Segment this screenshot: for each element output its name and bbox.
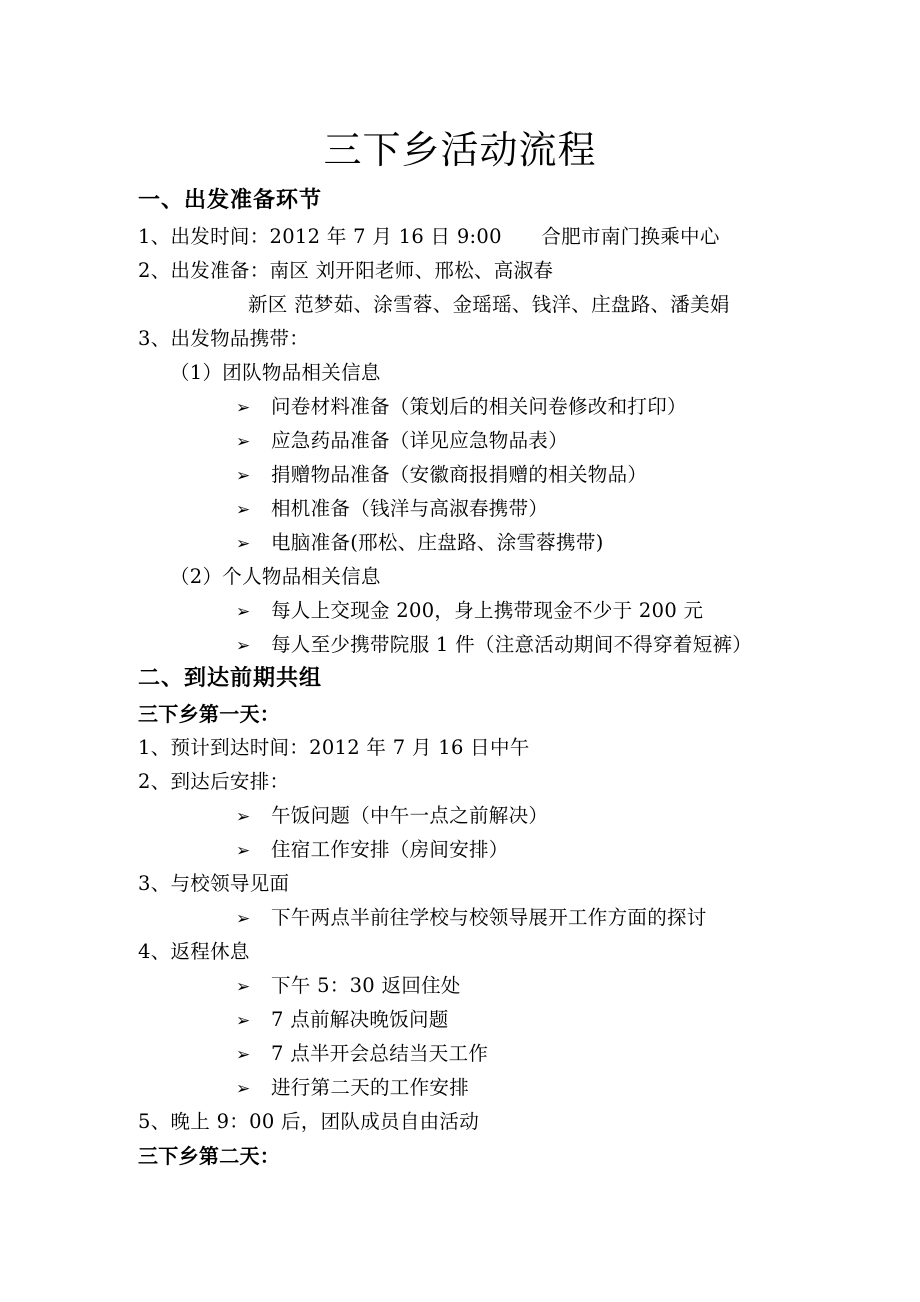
- arrow-bullet-icon: ➢: [236, 500, 251, 520]
- arrow-bullet-icon: ➢: [236, 432, 251, 452]
- return-rest-line: 4、返程休息: [138, 940, 250, 963]
- list-item-text: 午饭问题（中午一点之前解决）: [271, 804, 549, 827]
- list-item-text: 捐赠物品准备（安徽商报捐赠的相关物品）: [271, 463, 648, 486]
- arrow-bullet-icon: ➢: [236, 977, 251, 997]
- list-item-text: 电脑准备(邢松、庄盘路、涂雪蓉携带): [271, 531, 604, 554]
- meet-leaders-line: 3、与校领导见面: [138, 872, 290, 895]
- list-item-text: 下午 5：30 返回住处: [271, 974, 461, 997]
- list-item: [236, 496, 548, 523]
- document-title: 三下乡活动流程: [323, 128, 597, 172]
- list-item: [236, 837, 509, 864]
- arrow-bullet-icon: ➢: [236, 1011, 251, 1031]
- list-item-text: 每人上交现金 200，身上携带现金不少于 200 元: [271, 599, 704, 622]
- list-item: [236, 1007, 449, 1034]
- list-item: [236, 598, 703, 625]
- list-item: [236, 803, 548, 830]
- arrow-bullet-icon: ➢: [236, 534, 251, 554]
- arrow-bullet-icon: ➢: [236, 466, 251, 486]
- arrival-arrangement-line: 2、到达后安排：: [138, 770, 290, 793]
- list-item: [236, 428, 568, 455]
- list-item: [236, 905, 707, 932]
- arrow-bullet-icon: ➢: [236, 807, 251, 827]
- list-item-text: 进行第二天的工作安排: [271, 1076, 470, 1099]
- departure-items-line: 3、出发物品携带：: [138, 327, 310, 350]
- arrow-bullet-icon: ➢: [236, 1045, 251, 1065]
- list-item-text: 7 点前解决晚饭问题: [271, 1008, 449, 1031]
- arrow-bullet-icon: ➢: [236, 636, 251, 656]
- personal-items-subheading: （2）个人物品相关信息: [170, 565, 381, 588]
- departure-prep-line: 2、出发准备：南区 刘开阳老师、邢松、高淑春: [138, 259, 554, 282]
- day-one-heading: 三下乡第一天：: [138, 702, 281, 726]
- arrow-bullet-icon: ➢: [236, 1079, 251, 1099]
- arrow-bullet-icon: ➢: [236, 909, 251, 929]
- list-item-text: 下午两点半前往学校与校领导展开工作方面的探讨: [271, 906, 707, 929]
- list-item-text: 每人至少携带院服 1 件（注意活动期间不得穿着短裤）: [271, 633, 753, 656]
- departure-time-line: 1、出发时间：2012 年 7 月 16 日 9:00 合肥市南门换乘中心: [138, 225, 720, 248]
- list-item: [236, 973, 461, 1000]
- list-item: [236, 394, 687, 421]
- section-heading-arrival: 二、到达前期共组: [138, 666, 323, 691]
- list-item: [236, 632, 752, 659]
- arrow-bullet-icon: ➢: [236, 398, 251, 418]
- arrow-bullet-icon: ➢: [236, 602, 251, 622]
- list-item: [236, 462, 647, 489]
- list-item-text: 问卷材料准备（策划后的相关问卷修改和打印）: [271, 395, 687, 418]
- arrow-bullet-icon: ➢: [236, 841, 251, 861]
- free-activity-line: 5、晚上 9：00 后，团队成员自由活动: [138, 1110, 480, 1133]
- list-item-text: 住宿工作安排（房间安排）: [271, 838, 509, 861]
- list-item-text: 相机准备（钱洋与高淑春携带）: [271, 497, 549, 520]
- departure-prep-newcampus-line: 新区 范梦茹、涂雪蓉、金瑶瑶、钱洋、庄盘路、潘美娟: [248, 293, 730, 316]
- section-heading-departure: 一、出发准备环节: [138, 188, 323, 213]
- day-two-heading: 三下乡第二天：: [138, 1144, 281, 1168]
- list-item: [236, 1075, 469, 1102]
- list-item: [236, 530, 604, 557]
- list-item: [236, 1041, 488, 1068]
- team-items-subheading: （1）团队物品相关信息: [170, 361, 381, 384]
- list-item-text: 应急药品准备（详见应急物品表）: [271, 429, 569, 452]
- list-item-text: 7 点半开会总结当天工作: [271, 1042, 489, 1065]
- arrival-time-line: 1、预计到达时间：2012 年 7 月 16 日中午: [138, 736, 530, 759]
